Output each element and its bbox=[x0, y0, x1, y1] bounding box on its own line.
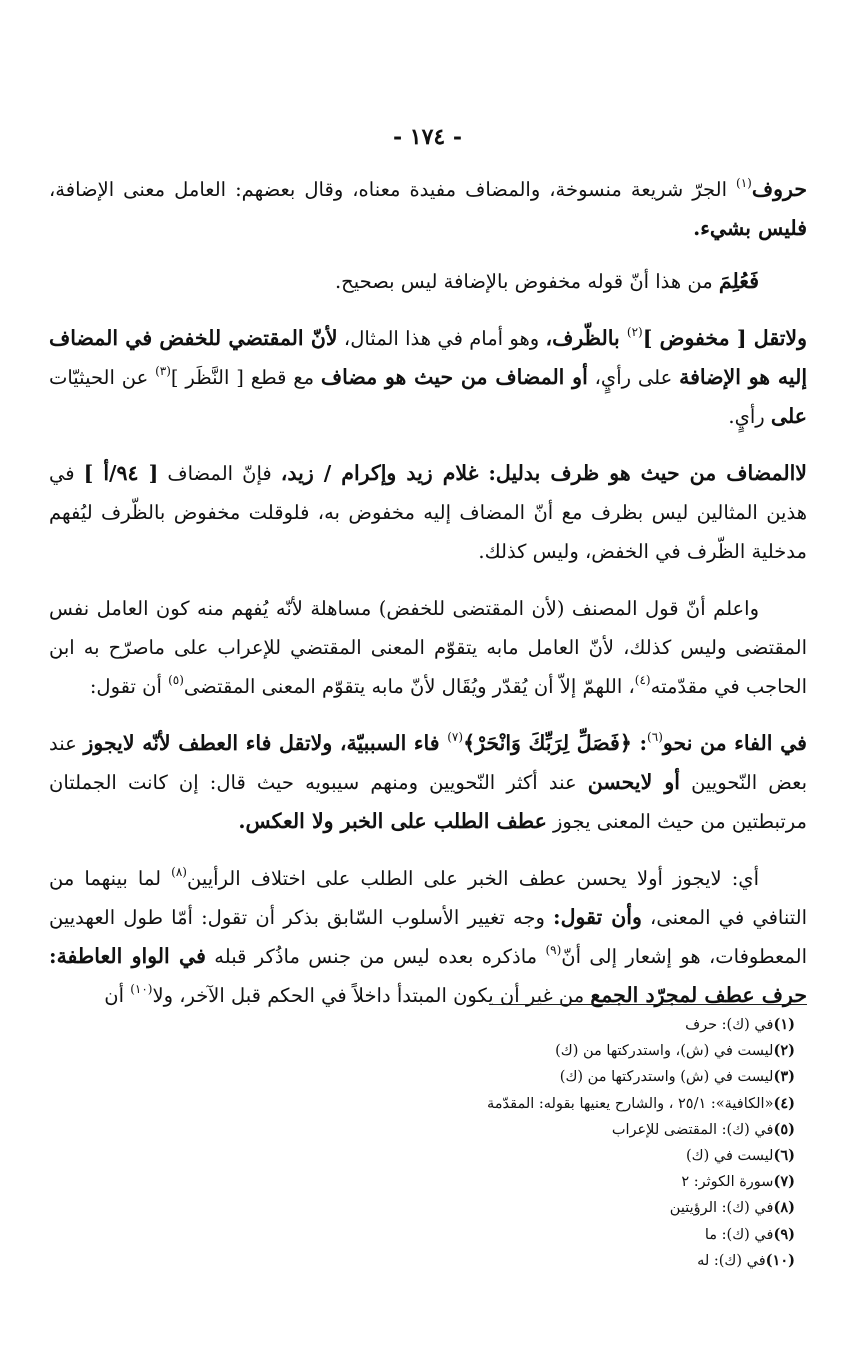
footnote bbox=[375, 1038, 795, 1064]
footnote-text: ليست في (ك) bbox=[685, 1148, 774, 1165]
footnote-marker: (١) bbox=[736, 176, 752, 190]
footnote-marker: (١٠) bbox=[130, 982, 153, 996]
footnote-separator bbox=[489, 1004, 807, 1005]
bold-text: بالظّرف، bbox=[545, 326, 627, 350]
footnote-text: «الكافية»: ٢٥/١ ، والشارح يعنيها بقوله: المقدّمة bbox=[486, 1095, 774, 1112]
bold-text: لأنّ المقتضي للخفض في المضاف إليه هو الإضافة bbox=[49, 326, 808, 389]
footnote-text: في (ك): ما bbox=[704, 1226, 774, 1243]
text-run: واعلم أنّ قول المصنف (لأن المقتضى للخفض) مساهلة لأنّه يُفهم منه كون العامل نفس المقتضى وليس كذلك، لأنّ العامل مابه يتقوّم المعنى المقتضي للإعراب على ماصرّح به ابن الحاجب في مقدّمته bbox=[49, 597, 807, 698]
paragraph bbox=[49, 262, 807, 301]
footnote-number: (٧) bbox=[773, 1173, 795, 1191]
text-run: على رأيٍ، bbox=[587, 366, 680, 389]
text-run: أن bbox=[104, 984, 131, 1007]
text-run: أي: لايجوز أولا يحسن عطف الخبر على الطلب على اختلاف الرأيين bbox=[186, 867, 759, 890]
main-text bbox=[49, 170, 807, 1029]
footnote-number: (٩) bbox=[773, 1225, 795, 1243]
text-run: من غير أن يكون المبتدأ داخلاً في الحكم قبل الآخر، ولا bbox=[152, 984, 591, 1007]
text-run: عند بعض النّحويين bbox=[49, 732, 807, 794]
footnote-number: (٨) bbox=[773, 1199, 795, 1217]
paragraph bbox=[49, 319, 807, 436]
paragraph bbox=[49, 454, 807, 571]
text-run: في هذين المثالين ليس بظرف مع أنّ المضاف إليه مخفوض به، فلوقلت مخفوض بالظّرف ليُفهم مدخلية الظّرف في الخفض، وليس كذلك. bbox=[49, 462, 807, 563]
bold-text: فاء السببيّة، ولاتقل فاء العطف لأنّه لايجوز bbox=[83, 731, 448, 755]
text-run: عند أكثر النّحويين ومنهم سيبويه حيث قال: إن كانت الجملتان مرتبطتين من حيث المعنى يجوز bbox=[49, 771, 807, 833]
page-number: - ١٧٤ - bbox=[392, 124, 463, 150]
footnote-number: (٥) bbox=[773, 1120, 795, 1138]
footnote-marker: (٢) bbox=[626, 325, 643, 339]
bold-text: حروف bbox=[751, 177, 807, 201]
bold-text: عطف الطلب على الخبر ولا العكس. bbox=[238, 809, 547, 833]
text-run: لما بينهما من التنافي في المعنى، bbox=[49, 867, 807, 929]
bold-text: في الواو العاطفة: حرف عطف لمجرّد الجمع bbox=[49, 944, 807, 1007]
paragraph bbox=[49, 170, 807, 248]
text-run: وجه تغيير الأسلوب السّابق بذكر أن تقول: أمّا طول العهديين المعطوفات، هو إشعار إلى أنّ bbox=[49, 906, 807, 968]
bold-text: لاالمضاف من حيث هو ظرف بدليل: غلام زيد وإكرام / زيد، bbox=[280, 461, 807, 485]
footnote-marker: (٧) bbox=[447, 730, 464, 744]
text-run: ماذكره بعده ليس من جنس ماذُكر قبله bbox=[205, 945, 546, 968]
text-run: وهو أمام في هذا المثال، bbox=[337, 327, 546, 350]
bold-text: وأن تقول: bbox=[553, 905, 642, 929]
text-run: عن الحيثيّات bbox=[49, 366, 156, 389]
footnote-text: في (ك): المقتضى للإعراب bbox=[611, 1121, 774, 1138]
footnote-marker: (٤) bbox=[634, 673, 651, 687]
bold-text: : ﴿فَصَلِّ لِرَبِّكَ وَانْحَرْ﴾ bbox=[463, 731, 648, 755]
footnote bbox=[375, 1117, 795, 1143]
footnote-text: سورة الكوثر: ٢ bbox=[681, 1174, 774, 1191]
footnote-marker: (٦) bbox=[647, 730, 663, 744]
footnote-text: ليست في (ش)، واستدركتها من (ك) bbox=[555, 1043, 774, 1060]
bold-text: أو المضاف من حيث هو مضاف bbox=[320, 365, 588, 389]
bold-text: ولاتقل [ مخفوض ] bbox=[642, 326, 807, 350]
footnote-text: في (ك): حرف bbox=[685, 1017, 774, 1033]
footnote bbox=[375, 1012, 795, 1038]
footnote bbox=[375, 1222, 795, 1248]
footnote bbox=[375, 1064, 795, 1090]
footnote-number: (١٠) bbox=[765, 1251, 795, 1269]
footnote-text: في (ك): الرؤيتين bbox=[669, 1200, 774, 1217]
text-run: ، اللهمّ إلاّ أن يُقدّر ويُقَال لأنّ مابه يتقوّم المعنى المقتضى bbox=[183, 675, 635, 698]
text-run: من هذا أنّ قوله مخفوض بالإضافة ليس بصحيح. bbox=[334, 270, 719, 293]
footnote bbox=[375, 1091, 795, 1117]
footnote-text: ليست في (ش) واستدركتها من (ك) bbox=[559, 1069, 774, 1086]
footnote-text: في (ك): له bbox=[697, 1252, 766, 1269]
paragraph bbox=[49, 589, 807, 706]
footnote-marker: (٩) bbox=[545, 943, 562, 957]
footnote-marker: (٨) bbox=[171, 865, 187, 879]
footnote bbox=[375, 1143, 795, 1169]
footnote-number: (٦) bbox=[773, 1147, 795, 1165]
footnote bbox=[375, 1195, 795, 1221]
footnotes-list bbox=[375, 1012, 795, 1274]
bold-text: فليس بشيء. bbox=[693, 216, 807, 240]
bold-text: في الفاء من نحو bbox=[662, 731, 807, 755]
footnote bbox=[375, 1169, 795, 1195]
footnote-marker: (٣) bbox=[155, 364, 171, 378]
footnote-number: (٤) bbox=[773, 1094, 795, 1112]
paragraph bbox=[49, 859, 807, 1015]
footnote bbox=[375, 1248, 795, 1274]
footnote-number: (٣) bbox=[773, 1068, 795, 1086]
text-run: أن تقول: bbox=[89, 675, 169, 698]
paragraph bbox=[49, 724, 807, 841]
text-run: رأيٍ. bbox=[728, 405, 771, 428]
text-run: الجرّ شريعة منسوخة، والمضاف مفيدة معناه، وقال بعضهم: العامل معنى الإضافة، bbox=[49, 178, 737, 201]
bold-text: فَعُلِمَ bbox=[718, 269, 759, 293]
footnote-number: (١) bbox=[773, 1016, 795, 1033]
bold-text: أو لايحسن bbox=[587, 770, 680, 794]
footnote-marker: (٥) bbox=[168, 673, 184, 687]
text-run: فإنّ المضاف bbox=[158, 462, 281, 485]
footnote-number: (٢) bbox=[773, 1042, 795, 1060]
bold-text: على bbox=[770, 404, 807, 428]
bold-text: [ ٩٤/أ ] bbox=[83, 461, 159, 485]
text-run: مع قطع [ النَّظَر ] bbox=[170, 366, 321, 389]
